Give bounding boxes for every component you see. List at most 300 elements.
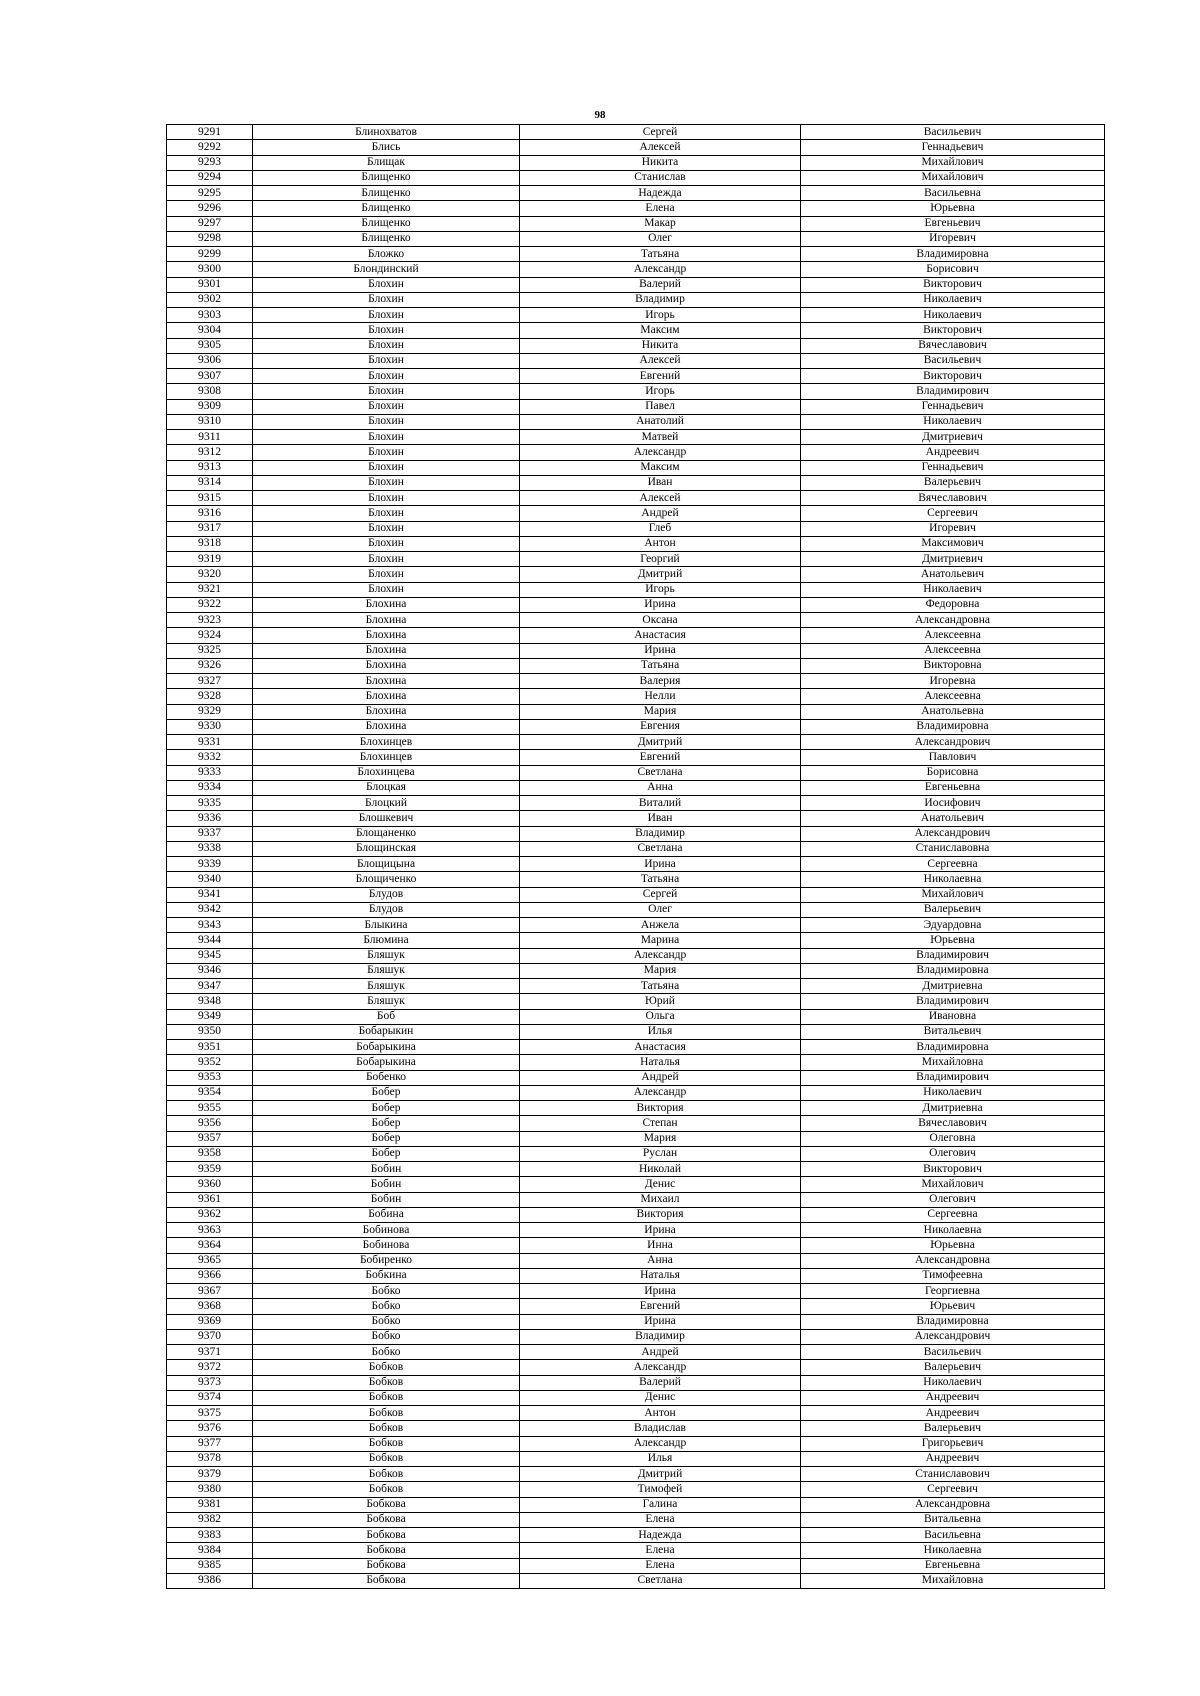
row-number-cell: 9336	[167, 811, 253, 826]
first-name-cell: Максим	[520, 460, 801, 475]
surname-cell: Блудов	[253, 887, 520, 902]
first-name-cell: Александр	[520, 1085, 801, 1100]
table-row	[167, 1131, 1105, 1146]
patronymic-cell: Николаевич	[801, 582, 1105, 597]
patronymic-cell: Игоревич	[801, 521, 1105, 536]
patronymic-cell: Дмитриевич	[801, 552, 1105, 567]
patronymic-cell: Алексеевна	[801, 628, 1105, 643]
patronymic-cell: Юрьевна	[801, 1238, 1105, 1253]
patronymic-cell: Васильевич	[801, 125, 1105, 140]
row-number-cell: 9359	[167, 1162, 253, 1177]
surname-cell: Блинохватов	[253, 125, 520, 140]
table-row	[167, 155, 1105, 170]
surname-cell: Блохин	[253, 491, 520, 506]
table-row	[167, 1070, 1105, 1085]
surname-cell: Блудов	[253, 902, 520, 917]
patronymic-cell: Дмитриевич	[801, 430, 1105, 445]
row-number-cell: 9332	[167, 750, 253, 765]
surname-cell: Бобарыкин	[253, 1024, 520, 1039]
surname-cell: Блюмина	[253, 933, 520, 948]
table-row	[167, 186, 1105, 201]
first-name-cell: Степан	[520, 1116, 801, 1131]
patronymic-cell: Игоревна	[801, 674, 1105, 689]
patronymic-cell: Вячеславович	[801, 338, 1105, 353]
table-row	[167, 521, 1105, 536]
table-row	[167, 1573, 1105, 1588]
surname-cell: Бобков	[253, 1375, 520, 1390]
first-name-cell: Сергей	[520, 887, 801, 902]
row-number-cell: 9379	[167, 1467, 253, 1482]
first-name-cell: Надежда	[520, 186, 801, 201]
patronymic-cell: Михайловна	[801, 1573, 1105, 1588]
surname-cell: Бобкова	[253, 1497, 520, 1512]
surname-cell: Блохин	[253, 430, 520, 445]
row-number-cell: 9324	[167, 628, 253, 643]
table-row	[167, 872, 1105, 887]
table-row	[167, 704, 1105, 719]
patronymic-cell: Васильевна	[801, 1528, 1105, 1543]
patronymic-cell: Михайлович	[801, 155, 1105, 170]
patronymic-cell: Владимировна	[801, 1314, 1105, 1329]
table-row	[167, 1101, 1105, 1116]
patronymic-cell: Евгеньевна	[801, 1558, 1105, 1573]
patronymic-cell: Геннадьевич	[801, 399, 1105, 414]
row-number-cell: 9349	[167, 1009, 253, 1024]
table-row	[167, 1497, 1105, 1512]
first-name-cell: Павел	[520, 399, 801, 414]
row-number-cell: 9365	[167, 1253, 253, 1268]
row-number-cell: 9309	[167, 399, 253, 414]
row-number-cell: 9352	[167, 1055, 253, 1070]
patronymic-cell: Олегович	[801, 1192, 1105, 1207]
first-name-cell: Нелли	[520, 689, 801, 704]
patronymic-cell: Сергеевна	[801, 1207, 1105, 1222]
surname-cell: Бобина	[253, 1207, 520, 1222]
table-row	[167, 1314, 1105, 1329]
first-name-cell: Александр	[520, 1436, 801, 1451]
first-name-cell: Ирина	[520, 1284, 801, 1299]
table-row	[167, 1268, 1105, 1283]
surname-cell: Блищенко	[253, 170, 520, 185]
surname-cell: Блохин	[253, 384, 520, 399]
first-name-cell: Евгений	[520, 1299, 801, 1314]
patronymic-cell: Григорьевич	[801, 1436, 1105, 1451]
row-number-cell: 9351	[167, 1040, 253, 1055]
patronymic-cell: Федоровна	[801, 597, 1105, 612]
row-number-cell: 9319	[167, 552, 253, 567]
table-row	[167, 918, 1105, 933]
patronymic-cell: Валерьевич	[801, 902, 1105, 917]
table-row	[167, 170, 1105, 185]
patronymic-cell: Андреевич	[801, 1406, 1105, 1421]
table-row	[167, 765, 1105, 780]
first-name-cell: Ирина	[520, 597, 801, 612]
table-row	[167, 1192, 1105, 1207]
row-number-cell: 9329	[167, 704, 253, 719]
patronymic-cell: Вячеславович	[801, 1116, 1105, 1131]
surname-cell: Блохин	[253, 399, 520, 414]
surname-cell: Блошкевич	[253, 811, 520, 826]
row-number-cell: 9383	[167, 1528, 253, 1543]
table-row	[167, 1482, 1105, 1497]
row-number-cell: 9334	[167, 780, 253, 795]
patronymic-cell: Александрович	[801, 735, 1105, 750]
patronymic-cell: Витальевич	[801, 1024, 1105, 1039]
patronymic-cell: Сергеевич	[801, 506, 1105, 521]
table-row	[167, 1009, 1105, 1024]
row-number-cell: 9366	[167, 1268, 253, 1283]
patronymic-cell: Валерьевич	[801, 1421, 1105, 1436]
surname-cell: Блохин	[253, 369, 520, 384]
first-name-cell: Денис	[520, 1177, 801, 1192]
table-row	[167, 536, 1105, 551]
row-number-cell: 9321	[167, 582, 253, 597]
row-number-cell: 9371	[167, 1345, 253, 1360]
surname-cell: Блохин	[253, 552, 520, 567]
patronymic-cell: Иосифович	[801, 796, 1105, 811]
table-row	[167, 506, 1105, 521]
surname-cell: Блохин	[253, 414, 520, 429]
patronymic-cell: Алексеевна	[801, 643, 1105, 658]
patronymic-cell: Михайлович	[801, 170, 1105, 185]
row-number-cell: 9357	[167, 1131, 253, 1146]
patronymic-cell: Евгеньевич	[801, 216, 1105, 231]
row-number-cell: 9378	[167, 1451, 253, 1466]
first-name-cell: Александр	[520, 1360, 801, 1375]
surname-cell: Блохин	[253, 460, 520, 475]
surname-cell: Боб	[253, 1009, 520, 1024]
table-row	[167, 1543, 1105, 1558]
first-name-cell: Алексей	[520, 353, 801, 368]
first-name-cell: Мария	[520, 704, 801, 719]
row-number-cell: 9313	[167, 460, 253, 475]
patronymic-cell: Владимирович	[801, 384, 1105, 399]
first-name-cell: Евгений	[520, 369, 801, 384]
patronymic-cell: Николаевич	[801, 292, 1105, 307]
first-name-cell: Светлана	[520, 765, 801, 780]
surname-cell: Блохинцев	[253, 735, 520, 750]
first-name-cell: Елена	[520, 201, 801, 216]
first-name-cell: Игорь	[520, 384, 801, 399]
table-row	[167, 1512, 1105, 1527]
patronymic-cell: Эдуардовна	[801, 918, 1105, 933]
surname-cell: Бобко	[253, 1345, 520, 1360]
row-number-cell: 9353	[167, 1070, 253, 1085]
table-row	[167, 353, 1105, 368]
table-row	[167, 475, 1105, 490]
row-number-cell: 9342	[167, 902, 253, 917]
row-number-cell: 9297	[167, 216, 253, 231]
surname-cell: Блохин	[253, 277, 520, 292]
first-name-cell: Ирина	[520, 857, 801, 872]
patronymic-cell: Павлович	[801, 750, 1105, 765]
table-row	[167, 826, 1105, 841]
table-row	[167, 1040, 1105, 1055]
first-name-cell: Мария	[520, 963, 801, 978]
surname-cell: Бляшук	[253, 994, 520, 1009]
surname-cell: Бляшук	[253, 963, 520, 978]
first-name-cell: Илья	[520, 1024, 801, 1039]
surname-cell: Бобко	[253, 1329, 520, 1344]
first-name-cell: Евгений	[520, 750, 801, 765]
row-number-cell: 9338	[167, 841, 253, 856]
surname-cell: Блохина	[253, 597, 520, 612]
surname-cell: Блохин	[253, 475, 520, 490]
surname-cell: Блохинцева	[253, 765, 520, 780]
row-number-cell: 9355	[167, 1101, 253, 1116]
first-name-cell: Андрей	[520, 1070, 801, 1085]
row-number-cell: 9295	[167, 186, 253, 201]
table-row	[167, 1223, 1105, 1238]
table-row	[167, 491, 1105, 506]
surname-cell: Блондинский	[253, 262, 520, 277]
row-number-cell: 9314	[167, 475, 253, 490]
surname-cell: Блищенко	[253, 201, 520, 216]
surname-cell: Блохина	[253, 643, 520, 658]
patronymic-cell: Андреевич	[801, 1390, 1105, 1405]
table-row	[167, 1116, 1105, 1131]
surname-cell: Блохина	[253, 613, 520, 628]
row-number-cell: 9370	[167, 1329, 253, 1344]
table-row	[167, 735, 1105, 750]
surname-cell: Блохина	[253, 689, 520, 704]
patronymic-cell: Ивановна	[801, 1009, 1105, 1024]
row-number-cell: 9310	[167, 414, 253, 429]
patronymic-cell: Вячеславович	[801, 491, 1105, 506]
surname-cell: Бобкова	[253, 1558, 520, 1573]
first-name-cell: Елена	[520, 1512, 801, 1527]
row-number-cell: 9386	[167, 1573, 253, 1588]
table-row	[167, 414, 1105, 429]
surname-cell: Бобарыкина	[253, 1040, 520, 1055]
patronymic-cell: Станиславовна	[801, 841, 1105, 856]
row-number-cell: 9315	[167, 491, 253, 506]
row-number-cell: 9369	[167, 1314, 253, 1329]
row-number-cell: 9320	[167, 567, 253, 582]
patronymic-cell: Юрьевич	[801, 1299, 1105, 1314]
surname-cell: Блищак	[253, 155, 520, 170]
row-number-cell: 9303	[167, 308, 253, 323]
first-name-cell: Елена	[520, 1543, 801, 1558]
row-number-cell: 9308	[167, 384, 253, 399]
table-row	[167, 552, 1105, 567]
table-row	[167, 658, 1105, 673]
row-number-cell: 9328	[167, 689, 253, 704]
first-name-cell: Светлана	[520, 841, 801, 856]
surname-cell: Блоцкая	[253, 780, 520, 795]
first-name-cell: Алексей	[520, 140, 801, 155]
first-name-cell: Виктория	[520, 1207, 801, 1222]
table-row	[167, 719, 1105, 734]
row-number-cell: 9337	[167, 826, 253, 841]
row-number-cell: 9333	[167, 765, 253, 780]
row-number-cell: 9340	[167, 872, 253, 887]
table-row	[167, 948, 1105, 963]
surname-cell: Бобер	[253, 1116, 520, 1131]
first-name-cell: Макар	[520, 216, 801, 231]
first-name-cell: Надежда	[520, 1528, 801, 1543]
surname-cell: Бобков	[253, 1482, 520, 1497]
table-row	[167, 628, 1105, 643]
first-name-cell: Владимир	[520, 1329, 801, 1344]
surname-cell: Блохина	[253, 704, 520, 719]
surname-cell: Блохин	[253, 445, 520, 460]
first-name-cell: Анна	[520, 780, 801, 795]
row-number-cell: 9348	[167, 994, 253, 1009]
table-row	[167, 689, 1105, 704]
surname-cell: Бложко	[253, 247, 520, 262]
table-row	[167, 1390, 1105, 1405]
table-row	[167, 460, 1105, 475]
surname-cell: Бобкова	[253, 1543, 520, 1558]
row-number-cell: 9299	[167, 247, 253, 262]
first-name-cell: Инна	[520, 1238, 801, 1253]
first-name-cell: Антон	[520, 536, 801, 551]
row-number-cell: 9362	[167, 1207, 253, 1222]
first-name-cell: Антон	[520, 1406, 801, 1421]
surname-cell: Блищенко	[253, 186, 520, 201]
surname-cell: Бобенко	[253, 1070, 520, 1085]
row-number-cell: 9356	[167, 1116, 253, 1131]
first-name-cell: Владимир	[520, 292, 801, 307]
table-row	[167, 887, 1105, 902]
row-number-cell: 9361	[167, 1192, 253, 1207]
surname-cell: Бобер	[253, 1131, 520, 1146]
table-row	[167, 780, 1105, 795]
row-number-cell: 9368	[167, 1299, 253, 1314]
patronymic-cell: Викторович	[801, 277, 1105, 292]
patronymic-cell: Александрович	[801, 826, 1105, 841]
row-number-cell: 9292	[167, 140, 253, 155]
table-row	[167, 323, 1105, 338]
surname-cell: Бобков	[253, 1451, 520, 1466]
table-row	[167, 430, 1105, 445]
row-number-cell: 9385	[167, 1558, 253, 1573]
surname-cell: Блохин	[253, 521, 520, 536]
row-number-cell: 9344	[167, 933, 253, 948]
patronymic-cell: Олеговна	[801, 1131, 1105, 1146]
first-name-cell: Максим	[520, 323, 801, 338]
patronymic-cell: Алексеевна	[801, 689, 1105, 704]
first-name-cell: Анастасия	[520, 1040, 801, 1055]
table-row	[167, 1467, 1105, 1482]
patronymic-cell: Геннадьевич	[801, 460, 1105, 475]
patronymic-cell: Васильевич	[801, 1345, 1105, 1360]
row-number-cell: 9294	[167, 170, 253, 185]
row-number-cell: 9322	[167, 597, 253, 612]
surname-cell: Блохин	[253, 308, 520, 323]
table-row	[167, 1558, 1105, 1573]
row-number-cell: 9326	[167, 658, 253, 673]
surname-cell: Бобков	[253, 1467, 520, 1482]
first-name-cell: Ирина	[520, 1314, 801, 1329]
surname-cell: Бобиренко	[253, 1253, 520, 1268]
patronymic-cell: Геннадьевич	[801, 140, 1105, 155]
row-number-cell: 9380	[167, 1482, 253, 1497]
patronymic-cell: Викторовна	[801, 658, 1105, 673]
patronymic-cell: Михайлович	[801, 887, 1105, 902]
first-name-cell: Андрей	[520, 1345, 801, 1360]
first-name-cell: Дмитрий	[520, 735, 801, 750]
patronymic-cell: Николаевич	[801, 1375, 1105, 1390]
table-row	[167, 338, 1105, 353]
patronymic-cell: Викторович	[801, 323, 1105, 338]
row-number-cell: 9367	[167, 1284, 253, 1299]
row-number-cell: 9301	[167, 277, 253, 292]
first-name-cell: Тимофей	[520, 1482, 801, 1497]
table-row	[167, 399, 1105, 414]
first-name-cell: Александр	[520, 262, 801, 277]
surname-cell: Блохина	[253, 719, 520, 734]
surname-cell: Блохинцев	[253, 750, 520, 765]
patronymic-cell: Александровна	[801, 1497, 1105, 1512]
table-row	[167, 1436, 1105, 1451]
row-number-cell: 9373	[167, 1375, 253, 1390]
first-name-cell: Елена	[520, 1558, 801, 1573]
surname-cell: Блохин	[253, 292, 520, 307]
surname-cell: Блищенко	[253, 231, 520, 246]
surname-cell: Блохин	[253, 506, 520, 521]
table-row	[167, 811, 1105, 826]
row-number-cell: 9374	[167, 1390, 253, 1405]
first-name-cell: Виктория	[520, 1101, 801, 1116]
surname-cell: Бобер	[253, 1085, 520, 1100]
surname-cell: Бобков	[253, 1390, 520, 1405]
first-name-cell: Галина	[520, 1497, 801, 1512]
surname-cell: Бобарыкина	[253, 1055, 520, 1070]
row-number-cell: 9302	[167, 292, 253, 307]
row-number-cell: 9306	[167, 353, 253, 368]
table-row	[167, 140, 1105, 155]
first-name-cell: Анатолий	[520, 414, 801, 429]
table-row	[167, 308, 1105, 323]
patronymic-cell: Юрьевна	[801, 201, 1105, 216]
row-number-cell: 9316	[167, 506, 253, 521]
table-row	[167, 1207, 1105, 1222]
surname-cell: Бляшук	[253, 948, 520, 963]
row-number-cell: 9377	[167, 1436, 253, 1451]
patronymic-cell: Максимович	[801, 536, 1105, 551]
table-row	[167, 1345, 1105, 1360]
surname-cell: Бобкова	[253, 1528, 520, 1543]
table-row	[167, 292, 1105, 307]
surname-cell: Блохин	[253, 338, 520, 353]
patronymic-cell: Михайловна	[801, 1055, 1105, 1070]
table-row	[167, 1253, 1105, 1268]
row-number-cell: 9311	[167, 430, 253, 445]
surname-cell: Бобкова	[253, 1512, 520, 1527]
surname-cell: Блохина	[253, 628, 520, 643]
first-name-cell: Александр	[520, 445, 801, 460]
first-name-cell: Михаил	[520, 1192, 801, 1207]
patronymic-cell: Владимирович	[801, 1070, 1105, 1085]
patronymic-cell: Дмитриевна	[801, 1101, 1105, 1116]
first-name-cell: Иван	[520, 811, 801, 826]
table-row	[167, 1284, 1105, 1299]
surname-cell: Блыкина	[253, 918, 520, 933]
table-row	[167, 384, 1105, 399]
first-name-cell: Станислав	[520, 170, 801, 185]
patronymic-cell: Владимировна	[801, 963, 1105, 978]
table-row	[167, 796, 1105, 811]
patronymic-cell: Владимирович	[801, 994, 1105, 1009]
patronymic-cell: Борисович	[801, 262, 1105, 277]
first-name-cell: Татьяна	[520, 658, 801, 673]
row-number-cell: 9330	[167, 719, 253, 734]
patronymic-cell: Михайлович	[801, 1177, 1105, 1192]
row-number-cell: 9296	[167, 201, 253, 216]
patronymic-cell: Сергеевич	[801, 1482, 1105, 1497]
